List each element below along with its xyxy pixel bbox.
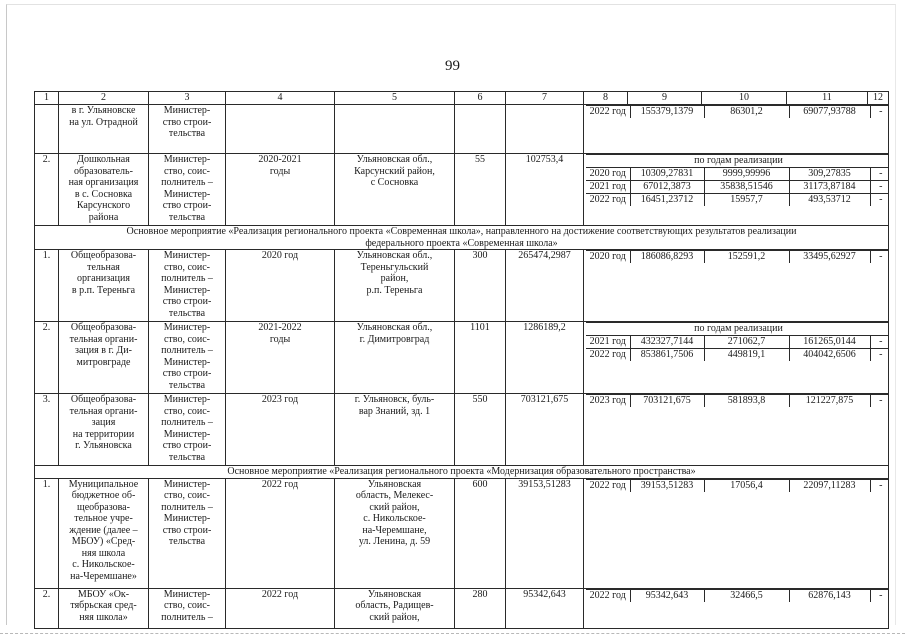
- implementation-period-line: 2020 год: [261, 250, 299, 261]
- section-row: [35, 226, 889, 250]
- column-number: 11: [787, 92, 868, 105]
- capacity: 55: [455, 154, 506, 226]
- funding-subtable: [586, 589, 889, 602]
- object-name: [59, 394, 149, 466]
- executor-line: тельства: [168, 128, 206, 139]
- funding-year: 2022 год: [586, 194, 630, 207]
- project-row: [35, 250, 889, 322]
- executor-line: Министер-: [163, 154, 211, 165]
- executor-line: тельства: [168, 211, 206, 223]
- executor-line: тельства: [168, 536, 206, 547]
- object-name-line: щеобразова-: [77, 501, 130, 513]
- project-row: [35, 154, 889, 226]
- by-years-label: по годам реализации: [586, 155, 889, 168]
- object-name: [59, 105, 149, 154]
- executor: [149, 588, 226, 628]
- executor-line: ство, соис-: [163, 490, 211, 501]
- object-name-line: с. Никольское-: [72, 559, 135, 570]
- executor: [149, 322, 226, 394]
- funding-by-year: [584, 154, 889, 226]
- implementation-period: [226, 394, 335, 466]
- column-number: 9: [628, 92, 702, 105]
- object-name-line: Общеобразова-: [70, 322, 137, 333]
- column-number: 2: [59, 92, 149, 105]
- section-title: [35, 466, 889, 479]
- location-line: г. Ульяновск, буль-: [354, 394, 435, 405]
- object-name-line: на ул. Отрадной: [69, 116, 138, 128]
- funding-year: 2020 год: [586, 251, 630, 264]
- location-line: на-Черемшане,: [362, 524, 427, 536]
- implementation-period-line: годы: [269, 333, 291, 345]
- column-number: 10: [702, 92, 787, 105]
- executor-line: полнитель –: [161, 273, 213, 284]
- project-row: [35, 322, 889, 394]
- estimated-cost: 95342,643: [506, 588, 584, 628]
- object-name-line: района: [88, 211, 119, 223]
- location: [335, 154, 455, 226]
- executor: [149, 154, 226, 226]
- column-number-row: [35, 92, 889, 105]
- funding-federal: 9999,99996: [704, 168, 789, 181]
- location-line: Ульяновская обл.,: [356, 250, 433, 261]
- funding-federal: 152591,2: [704, 251, 789, 264]
- executor-line: полнитель –: [161, 177, 213, 188]
- location: [335, 394, 455, 466]
- executor-line: ство, соис-: [163, 165, 211, 177]
- funding-by-year: [584, 250, 889, 322]
- project-row: [35, 478, 889, 588]
- executor-line: ство, соис-: [163, 600, 211, 611]
- executor-line: Министер-: [163, 322, 211, 333]
- object-name-line: ждение (далее –: [69, 524, 138, 536]
- year-row: [586, 194, 889, 207]
- funding-total: 853861,7506: [630, 349, 704, 362]
- implementation-period: [226, 478, 335, 588]
- funding-subtable: [586, 250, 889, 263]
- funding-by-year: [584, 105, 889, 154]
- executor-line: ство строи-: [162, 440, 212, 451]
- page-bottom-edge: [0, 633, 905, 634]
- funding-regional: 69077,93788: [789, 106, 870, 119]
- object-name-line: зация: [91, 417, 116, 428]
- funding-total: 39153,51283: [630, 479, 704, 492]
- project-row: [35, 588, 889, 628]
- object-name-line: в р.п. Тереньга: [71, 284, 136, 296]
- section-row: [35, 466, 889, 479]
- location: [335, 105, 455, 154]
- object-name-line: г. Ульяновска: [75, 440, 132, 451]
- object-name: [59, 154, 149, 226]
- executor-line: Министер-: [163, 250, 211, 261]
- funding-total: 155379,1379: [630, 106, 704, 119]
- funding-regional: 404042,6506: [789, 349, 870, 362]
- executor-line: Министер-: [163, 105, 211, 116]
- funding-regional: 33495,62927: [789, 251, 870, 264]
- year-row: [586, 349, 889, 362]
- funding-year: 2022 год: [586, 589, 630, 602]
- row-number: [35, 105, 59, 154]
- executor-line: ство, соис-: [163, 333, 211, 345]
- implementation-period: [226, 322, 335, 394]
- column-number: 3: [149, 92, 226, 105]
- by-years-label: по годам реализации: [586, 323, 889, 336]
- location-line: Ульяновская: [367, 588, 422, 600]
- estimated-cost: 265474,2987: [506, 250, 584, 322]
- capacity: 280: [455, 588, 506, 628]
- object-name-line: тябрьская сред-: [70, 600, 137, 611]
- estimated-cost: 39153,51283: [506, 478, 584, 588]
- implementation-period-line: 2022 год: [261, 588, 299, 600]
- implementation-period: [226, 250, 335, 322]
- section-title-line: Основное мероприятие «Реализация регионального проекта «Современная школа», направленного на достижение соответствующих результатов реализации: [126, 226, 797, 237]
- executor-line: тельства: [168, 379, 206, 391]
- funding-regional: 309,27835: [789, 168, 870, 181]
- location-line: район,: [380, 273, 409, 284]
- year-row: [586, 181, 889, 194]
- column-number: 7: [506, 92, 584, 105]
- implementation-period: [226, 588, 335, 628]
- location-line: р.п. Тереньга: [366, 284, 423, 296]
- capacity: [455, 105, 506, 154]
- location-line: ский район,: [369, 501, 420, 513]
- estimated-cost: 1286189,2: [506, 322, 584, 394]
- column-number: 6: [455, 92, 506, 105]
- executor-line: полнитель –: [161, 345, 213, 356]
- row-number: 3.: [35, 394, 59, 466]
- funding-by-year: [584, 394, 889, 466]
- column-number: 1: [35, 92, 59, 105]
- year-row: [586, 395, 889, 408]
- funding-other: -: [870, 181, 889, 194]
- funding-by-year: [584, 588, 889, 628]
- object-name-line: тельная: [87, 261, 120, 273]
- object-name-line: организация: [77, 273, 130, 284]
- executor-line: ство строи-: [162, 200, 212, 211]
- funding-year: 2022 год: [586, 106, 630, 119]
- column-number: 12: [868, 92, 889, 105]
- executor-line: Министер-: [163, 588, 211, 600]
- executor-line: полнитель –: [161, 417, 213, 428]
- row-number: 2.: [35, 322, 59, 394]
- location: [335, 588, 455, 628]
- funding-regional: 493,53712: [789, 194, 870, 207]
- capacity: 550: [455, 394, 506, 466]
- object-name-line: зация в г. Ди-: [75, 345, 132, 356]
- project-row: [35, 394, 889, 466]
- funding-other: -: [870, 349, 889, 362]
- object-name-line: МБОУ) «Сред-: [71, 536, 136, 547]
- by-years-row: [586, 323, 889, 336]
- funding-federal: 32466,5: [704, 589, 789, 602]
- object-name: [59, 588, 149, 628]
- location-line: г. Димитровград: [359, 333, 430, 345]
- year-row: [586, 589, 889, 602]
- funding-year: 2022 год: [586, 349, 630, 362]
- estimated-cost: 102753,4: [506, 154, 584, 226]
- implementation-period-line: 2023 год: [261, 394, 299, 405]
- funding-regional: 31173,87184: [789, 181, 870, 194]
- object-name-line: бюджетное об-: [71, 490, 136, 501]
- funding-federal: 449819,1: [704, 349, 789, 362]
- location-line: Ульяновская: [367, 478, 422, 490]
- year-row: [586, 168, 889, 181]
- executor-line: ство строи-: [162, 296, 212, 307]
- funding-other: -: [870, 336, 889, 349]
- funding-other: -: [870, 395, 889, 408]
- section-title-line: Основное мероприятие «Реализация регионального проекта «Модернизация образовательного пространства»: [227, 466, 696, 477]
- executor-line: Министер-: [163, 428, 211, 440]
- funding-federal: 271062,7: [704, 336, 789, 349]
- object-name-line: Общеобразова-: [70, 394, 137, 405]
- budget-table: [34, 91, 889, 629]
- funding-year: 2020 год: [586, 168, 630, 181]
- funding-other: -: [870, 168, 889, 181]
- executor-line: Министер-: [163, 356, 211, 368]
- column-number: 8: [584, 92, 628, 105]
- executor-line: тельства: [168, 451, 206, 463]
- executor: [149, 250, 226, 322]
- object-name-line: Общеобразова-: [70, 250, 137, 261]
- funding-federal: 581893,8: [704, 395, 789, 408]
- executor-line: ство строи-: [162, 524, 212, 536]
- by-years-row: [586, 155, 889, 168]
- capacity: 300: [455, 250, 506, 322]
- section-title: [35, 226, 889, 250]
- year-row: [586, 336, 889, 349]
- object-name-line: в г. Ульяновске: [71, 105, 136, 116]
- executor-line: ство строи-: [162, 368, 212, 379]
- estimated-cost: 703121,675: [506, 394, 584, 466]
- implementation-period-line: 2020-2021: [258, 154, 302, 165]
- funding-subtable: [586, 154, 889, 206]
- object-name-line: няя школа: [81, 547, 126, 559]
- object-name: [59, 478, 149, 588]
- funding-regional: 22097,11283: [789, 479, 870, 492]
- executor: [149, 478, 226, 588]
- executor-line: полнитель –: [161, 611, 213, 623]
- executor-line: Министер-: [163, 478, 211, 490]
- capacity: 1101: [455, 322, 506, 394]
- implementation-period-line: 2021-2022: [258, 322, 302, 333]
- funding-year: 2021 год: [586, 181, 630, 194]
- funding-by-year: [584, 322, 889, 394]
- object-name-line: МБОУ «Ок-: [77, 588, 130, 600]
- funding-year: 2023 год: [586, 395, 630, 408]
- executor-line: Министер-: [163, 188, 211, 200]
- location-line: Карсунский район,: [354, 165, 435, 177]
- location: [335, 250, 455, 322]
- funding-other: -: [870, 589, 889, 602]
- location-line: с Сосновка: [370, 177, 419, 188]
- funding-total: 186086,8293: [630, 251, 704, 264]
- executor-line: ство, соис-: [163, 261, 211, 273]
- location-line: ский район,: [369, 611, 420, 623]
- year-row: [586, 251, 889, 264]
- funding-total: 10309,27831: [630, 168, 704, 181]
- object-name-line: Карсунского: [76, 200, 131, 211]
- object-name-line: тельная органи-: [69, 405, 138, 417]
- location-line: Ульяновская обл.,: [356, 154, 433, 165]
- location-line: Тереньгульский: [360, 261, 429, 273]
- object-name-line: Муниципальное: [68, 478, 139, 490]
- funding-total: 16451,23712: [630, 194, 704, 207]
- funding-other: -: [870, 194, 889, 207]
- location-line: с. Никольское-: [363, 513, 426, 524]
- executor-line: тельства: [168, 307, 206, 319]
- funding-regional: 62876,143: [789, 589, 870, 602]
- object-name-line: на-Черемшане»: [70, 570, 137, 582]
- funding-by-year: [584, 478, 889, 588]
- implementation-period: [226, 105, 335, 154]
- funding-federal: 35838,51546: [704, 181, 789, 194]
- funding-other: -: [870, 479, 889, 492]
- funding-regional: 121227,875: [789, 395, 870, 408]
- row-number: 1.: [35, 478, 59, 588]
- funding-subtable: [586, 394, 889, 407]
- location: [335, 322, 455, 394]
- object-name-line: на территории: [72, 428, 135, 440]
- location-line: ул. Ленина, д. 59: [358, 536, 431, 547]
- funding-subtable: [586, 322, 889, 361]
- funding-federal: 15957,7: [704, 194, 789, 207]
- funding-total: 703121,675: [630, 395, 704, 408]
- executor: [149, 105, 226, 154]
- executor-line: полнитель –: [161, 501, 213, 513]
- location-line: область, Мелекес-: [355, 490, 434, 501]
- funding-total: 95342,643: [630, 589, 704, 602]
- executor-line: Министер-: [163, 513, 211, 524]
- executor-line: ство строи-: [162, 116, 212, 128]
- column-number: 5: [335, 92, 455, 105]
- executor-line: ство, соис-: [163, 405, 211, 417]
- implementation-period-line: 2022 год: [261, 478, 299, 490]
- object-name-line: няя школа»: [79, 611, 128, 623]
- funding-year: 2022 год: [586, 479, 630, 492]
- executor: [149, 394, 226, 466]
- object-name-line: образователь-: [74, 165, 133, 177]
- estimated-cost: [506, 105, 584, 154]
- row-number: 2.: [35, 588, 59, 628]
- capacity: 600: [455, 478, 506, 588]
- funding-other: -: [870, 251, 889, 264]
- object-name: [59, 250, 149, 322]
- object-name-line: тельная органи-: [69, 333, 138, 345]
- funding-regional: 161265,0144: [789, 336, 870, 349]
- column-number: 4: [226, 92, 335, 105]
- location: [335, 478, 455, 588]
- row-number: 2.: [35, 154, 59, 226]
- object-name-line: митровграде: [76, 356, 131, 368]
- year-row: [586, 106, 889, 119]
- page-number: 99: [445, 58, 460, 74]
- location-line: вар Знаний, зд. 1: [358, 405, 431, 417]
- year-row: [586, 479, 889, 492]
- row-number: 1.: [35, 250, 59, 322]
- object-name-line: тельное учре-: [74, 513, 133, 524]
- funding-total: 432327,7144: [630, 336, 704, 349]
- funding-total: 67012,3873: [630, 181, 704, 194]
- section-title-line: федерального проекта «Современная школа»: [365, 237, 558, 249]
- implementation-period-line: годы: [269, 165, 291, 177]
- location-line: Ульяновская обл.,: [356, 322, 433, 333]
- location-line: область, Радищев-: [355, 600, 434, 611]
- implementation-period: [226, 154, 335, 226]
- executor-line: Министер-: [163, 394, 211, 405]
- object-name: [59, 322, 149, 394]
- object-name-line: ная организация: [68, 177, 139, 188]
- funding-federal: 17056,4: [704, 479, 789, 492]
- funding-subtable: [586, 479, 889, 492]
- funding-year: 2021 год: [586, 336, 630, 349]
- object-name-line: Дошкольная: [77, 154, 130, 165]
- funding-subtable: [586, 105, 889, 118]
- funding-federal: 86301,2: [704, 106, 789, 119]
- executor-line: Министер-: [163, 284, 211, 296]
- funding-other: -: [870, 106, 889, 119]
- object-name-line: в с. Сосновка: [74, 188, 133, 200]
- project-row: [35, 105, 889, 154]
